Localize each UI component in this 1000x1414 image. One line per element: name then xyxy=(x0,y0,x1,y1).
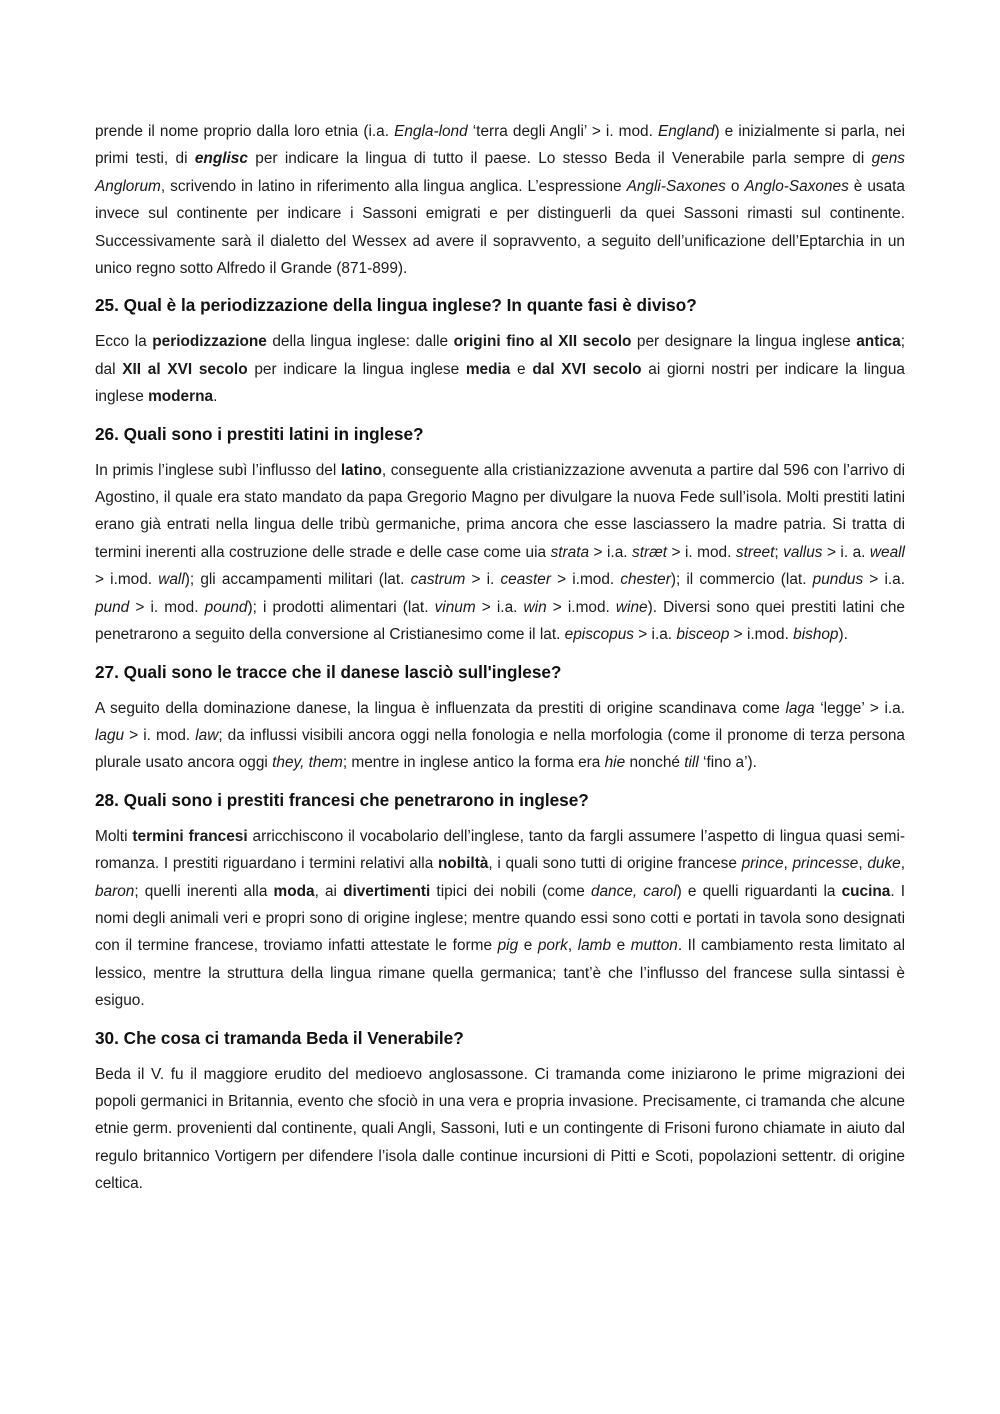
intro-text-run: , scrivendo in latino in riferimento alla lingua anglica. L’espressione xyxy=(160,177,627,195)
intro-text-run: englisc xyxy=(194,150,248,168)
section-text-run: episcopus xyxy=(564,626,634,644)
section-text-run: media xyxy=(465,360,511,378)
section-text-run: tipici dei nobili (come xyxy=(430,882,591,900)
section-text-run: moderna xyxy=(148,388,214,406)
section-text-run: laga xyxy=(785,699,815,717)
intro-text-run: Angli-Saxones xyxy=(626,177,726,195)
intro-text-run: ) e inizialmente si parla, nei primi testi, di xyxy=(95,123,906,168)
intro-text-run: England xyxy=(657,123,715,140)
section-text-run: , i quali sono tutti di origine francese xyxy=(488,855,742,873)
section-text-run: > i.mod. xyxy=(729,626,794,644)
section-body-25 xyxy=(95,328,905,410)
section-text-run: > i.a. xyxy=(589,543,633,561)
section-text-run: nobiltà xyxy=(437,855,489,873)
section-text-run: A seguito della dominazione danese, la lingua è influenzata da prestiti di origine scandinava come xyxy=(95,699,786,717)
section-text-run: princesse xyxy=(792,855,859,873)
intro-text-run: prende il nome proprio dalla loro etnia (i.a. xyxy=(95,123,395,140)
section-text-run: ; mentre in inglese antico la forma era xyxy=(342,754,605,772)
section-text-run: pund xyxy=(95,598,130,616)
section-text-run: > i. mod. xyxy=(124,726,196,744)
section-text-run: della lingua inglese: dalle xyxy=(266,333,454,351)
section-text-run: , xyxy=(783,855,793,873)
section-text-run: ); i prodotti alimentari (lat. xyxy=(247,598,435,616)
section-text-run: pork xyxy=(537,937,568,955)
section-body-28 xyxy=(95,823,905,1015)
section-text-run: > i.a. xyxy=(475,598,524,616)
section-text-run: e xyxy=(611,937,631,955)
section-text-run: hie xyxy=(604,754,626,772)
section-text-run: mutton xyxy=(630,937,678,955)
section-text-run: periodizzazione xyxy=(152,333,267,351)
section-text-run: ‘fino a’). xyxy=(698,754,757,772)
section-text-run: > i. mod. xyxy=(667,543,736,561)
section-text-run: > i. a. xyxy=(822,543,870,561)
section-body-27 xyxy=(95,695,905,777)
section-text-run: ; dal xyxy=(95,333,905,378)
section-text-run: ). Diversi sono quei prestiti latini che penetrarono a seguito della conversione al Cristianesimo come il lat. xyxy=(95,598,905,644)
section-text-run: . I nomi degli animali veri e propri sono di origine inglese; mentre quando essi sono cotti e portati in tavola sono designati con il termine francese, troviamo infatti attestate le forme xyxy=(95,882,906,955)
section-text-run: cucina xyxy=(841,882,891,900)
section-text-run: , xyxy=(567,937,578,955)
section-text-run: castrum xyxy=(410,571,466,589)
section-text-run: bishop xyxy=(793,626,839,644)
intro-text-run: Anglo-Saxones xyxy=(744,177,849,195)
intro-text-run: o xyxy=(725,177,745,195)
section-text-run: duke xyxy=(867,855,901,873)
intro-text-run: per indicare la lingua di tutto il paese. Lo stesso Beda il Venerabile parla sempre di xyxy=(247,150,872,168)
section-text-run: pound xyxy=(204,598,248,616)
section-text-run: ; quelli inerenti alla xyxy=(134,882,274,900)
section-text-run: ; da influssi visibili ancora oggi nella fonologia e nella morfologia (come il pronome di terza persona plurale usato ancora oggi xyxy=(95,726,905,772)
section-text-run: Molti xyxy=(95,827,133,845)
section-text-run: stræt xyxy=(632,543,668,561)
section-text-run: ceaster xyxy=(500,571,551,589)
section-text-run: ); gli accampamenti militari (lat. xyxy=(184,571,411,589)
section-text-run: ); il commercio (lat. xyxy=(670,571,813,589)
section-text-run: > i. xyxy=(465,571,501,589)
intro-text-run: è usata invece sul continente per indicare i Sassoni emigrati e per distinguerli da quei Sassoni rimasti sul continente. Successivamente sarà il dialetto del Wessex ad avere il sopravvento, a seguito dell’unificazione dell’Eptarchia in un unico regno sotto Alfredo il Grande (871-899). xyxy=(95,177,905,278)
intro-text-run: Engla-lond xyxy=(394,123,468,140)
section-text-run: pundus xyxy=(812,571,864,589)
section-text-run: , xyxy=(900,855,906,873)
section-text-run: ) e quelli riguardanti la xyxy=(676,882,842,900)
section-text-run: nonché xyxy=(625,754,685,772)
section-text-run: divertimenti xyxy=(343,882,431,900)
section-text-run: wine xyxy=(615,598,648,616)
section-text-run: vinum xyxy=(434,598,476,616)
intro-paragraph xyxy=(95,118,905,282)
section-text-run: Ecco la xyxy=(95,333,153,351)
section-text-run: chester xyxy=(620,571,671,589)
section-heading-27: 27. Quali sono le tracce che il danese lasciò sull'inglese? xyxy=(95,661,562,682)
section-text-run: e xyxy=(510,360,533,378)
section-text-run: they, them xyxy=(272,754,343,772)
section-text-run: street xyxy=(735,543,775,561)
section-text-run: origini fino al XII secolo xyxy=(453,333,632,351)
section-heading-28: 28. Quali sono i prestiti francesi che penetrarono in inglese? xyxy=(95,789,589,810)
section-text-run: lagu xyxy=(95,726,125,744)
section-text-run: till xyxy=(684,754,699,772)
section-text-run: dance, carol xyxy=(590,882,677,900)
section-text-run: > i. mod. xyxy=(129,598,205,616)
section-text-run: weall xyxy=(869,543,905,561)
section-text-run: moda xyxy=(273,882,315,900)
section-text-run: ; xyxy=(774,543,784,561)
section-text-run: , conseguente alla cristianizzazione avvenuta a partire dal 596 con l’arrivo di Agostino, il quale era stato mandato da papa Gregorio Magno per divulgare la nuova Fede sull’isola. Molti prestiti latini erano già entrati nella lingua delle tribù germaniche, prima ancora che esse lasciassero la madre patria. Si tratta di termini inerenti alla costruzione delle strade e delle case come uia xyxy=(95,461,905,561)
document-page xyxy=(95,118,905,1198)
section-text-run: prince xyxy=(741,855,784,873)
section-text-run: pig xyxy=(497,937,519,955)
section-text-run: per indicare la lingua inglese xyxy=(247,360,466,378)
section-text-run: dal XVI secolo xyxy=(532,360,642,378)
section-text-run: > i.mod. xyxy=(550,571,621,589)
section-text-run: law xyxy=(195,726,219,744)
section-text-run: bisceop xyxy=(676,626,730,644)
section-text-run: latino xyxy=(340,461,382,479)
section-text-run: . xyxy=(213,388,218,406)
section-text-run: per designare la lingua inglese xyxy=(631,333,857,351)
section-text-run: ). xyxy=(838,626,848,644)
section-heading-26: 26. Quali sono i prestiti latini in inglese? xyxy=(95,423,424,444)
section-text-run: arricchiscono il vocabolario dell’inglese, tanto da fargli assumere l’aspetto di lingua quasi semi-romanza. I prestiti riguardano i termini relativi alla xyxy=(95,827,905,873)
section-text-run: In primis l’inglese subì l’influsso del xyxy=(95,461,341,479)
section-heading-30: 30. Che cosa ci tramanda Beda il Venerabile? xyxy=(95,1027,464,1048)
intro-text-run: gens Anglorum xyxy=(95,150,905,195)
section-text-run: . Il cambiamento resta limitato al lessico, mentre la struttura della lingua rimane quella germanica; tant’è che l’influsso del francese sulla sintassi è esiguo. xyxy=(95,937,906,1010)
section-text-run: ‘legge’ > i.a. xyxy=(814,699,905,717)
section-text-run: > i.mod. xyxy=(95,571,159,589)
section-body-26 xyxy=(95,457,905,649)
section-text-run: > i.a. xyxy=(633,626,677,644)
section-text-run: ai giorni nostri per indicare la lingua inglese xyxy=(95,360,905,406)
section-text-run: antica xyxy=(856,333,901,351)
section-text-run: win xyxy=(523,598,547,616)
section-text-run: vallus xyxy=(783,543,823,561)
section-text-run: wall xyxy=(158,571,185,589)
section-text-run: lamb xyxy=(577,937,612,955)
intro-text-run: ‘terra degli Angli’ > i. mod. xyxy=(467,123,658,140)
section-text-run: XII al XVI secolo xyxy=(122,360,248,378)
section-heading-25: 25. Qual è la periodizzazione della lingua inglese? In quante fasi è diviso? xyxy=(95,295,697,316)
section-text-run: baron xyxy=(95,882,135,900)
section-text-run: > i.a. xyxy=(863,571,905,589)
section-text-run: termini francesi xyxy=(132,827,248,845)
section-text-run: Beda il V. fu il maggiore erudito del medioevo anglosassone. Ci tramanda come iniziarono le prime migrazioni dei popoli germanici in Britannia, evento che sfociò in una vera e propria invasione. Precisamente, ci tramanda che alcune etnie germ. provenienti dal continente, quali Angli, Sassoni, Iuti e un contingente di Frisoni furono chiamate in aiuto dal regulo britannico Vortigern per difendere l’isola dalle continue incursioni di Pitti e Scoti, popolazioni settentr. di origine celtica. xyxy=(95,1065,905,1193)
section-text-run: strata xyxy=(550,543,590,561)
section-text-run: , xyxy=(858,855,868,873)
section-text-run: , ai xyxy=(314,882,344,900)
section-text-run: e xyxy=(518,937,538,955)
section-body-30 xyxy=(95,1061,905,1198)
section-text-run: > i.mod. xyxy=(546,598,616,616)
